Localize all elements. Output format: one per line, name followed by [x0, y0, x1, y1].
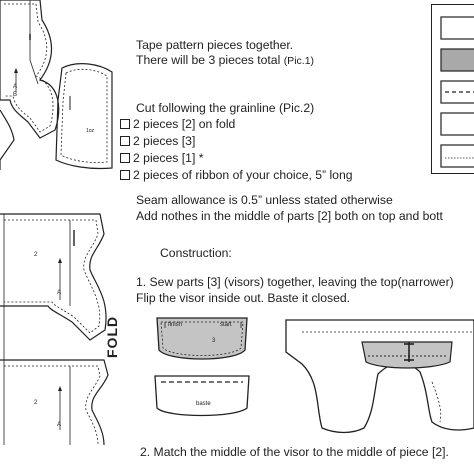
pattern-piece-outline [0, 0, 59, 138]
piece-2-upper-number: 2 [34, 252, 38, 258]
grain-label-a: A [13, 84, 18, 90]
piece-2-lower-number: 2 [34, 400, 38, 406]
piece-small-label: 1oz [86, 128, 95, 134]
grain-label-b: B [13, 92, 18, 98]
start-label: start [220, 322, 232, 328]
baste-label: baste [196, 401, 211, 407]
step2-line1: 2. Match the middle of the visor to the middle of piece [2]. [140, 445, 449, 459]
checkbox-cut-item-4 [120, 170, 130, 180]
tape-line-2-text: There will be 3 pieces total [136, 53, 281, 67]
pattern-pieces-top-left [0, 0, 130, 200]
cut-item-2 [120, 134, 195, 148]
cut-item-1-label: 2 pieces [2] on fold [133, 117, 236, 131]
legend-swatches [431, 4, 474, 174]
checkbox-cut-item-3 [120, 153, 130, 163]
cut-item-4 [120, 168, 353, 182]
cut-heading: Cut following the grainline (Pic.2) [136, 101, 315, 115]
seam-allowance-line: Seam allowance is 0.5” unless stated otherwise [136, 193, 393, 207]
legend-swatch-white-box [441, 113, 474, 135]
legend-swatch-dotted [441, 145, 474, 167]
notch-line: Add nothes in the middle of parts [2] both on top and bott [136, 209, 443, 223]
piece-2-assembled-outline [286, 320, 474, 433]
assembled-piece-diagram [282, 312, 474, 442]
legend-swatch-plain [441, 17, 474, 39]
grain-label-a-upper: A [57, 290, 62, 296]
cut-item-3 [120, 151, 203, 165]
tape-line-2-ref: (Pic.1) [283, 55, 315, 67]
construction-heading: Construction: [160, 246, 232, 260]
piece-2-lower-outline [0, 360, 108, 445]
checkbox-cut-item-2 [120, 136, 130, 146]
cut-item-2-label: 2 pieces [3] [133, 134, 196, 148]
tape-line-2 [136, 53, 314, 68]
step1-line2: Flip the visor inside out. Baste it closed. [136, 291, 351, 305]
visor-overlay [362, 342, 452, 368]
tape-line-1: Tape pattern pieces together. [136, 38, 294, 52]
cut-item-1 [120, 117, 235, 131]
grain-label-a-lower: A [57, 422, 62, 428]
cut-item-3-label: 2 pieces [1] * [133, 151, 204, 165]
legend-swatch-grey [441, 49, 474, 71]
finish-label: finish [168, 322, 183, 328]
step1-line1: 1. Sew parts [3] (visors) together, leaving the top(narrower) [136, 275, 454, 289]
fold-label: FOLD [104, 315, 120, 358]
cut-item-4-label: 2 pieces of ribbon of your choice, 5” long [133, 168, 353, 182]
piece-2-upper-outline [0, 214, 106, 340]
visor-piece-number: 3 [212, 338, 216, 344]
checkbox-cut-item-1 [120, 119, 130, 129]
